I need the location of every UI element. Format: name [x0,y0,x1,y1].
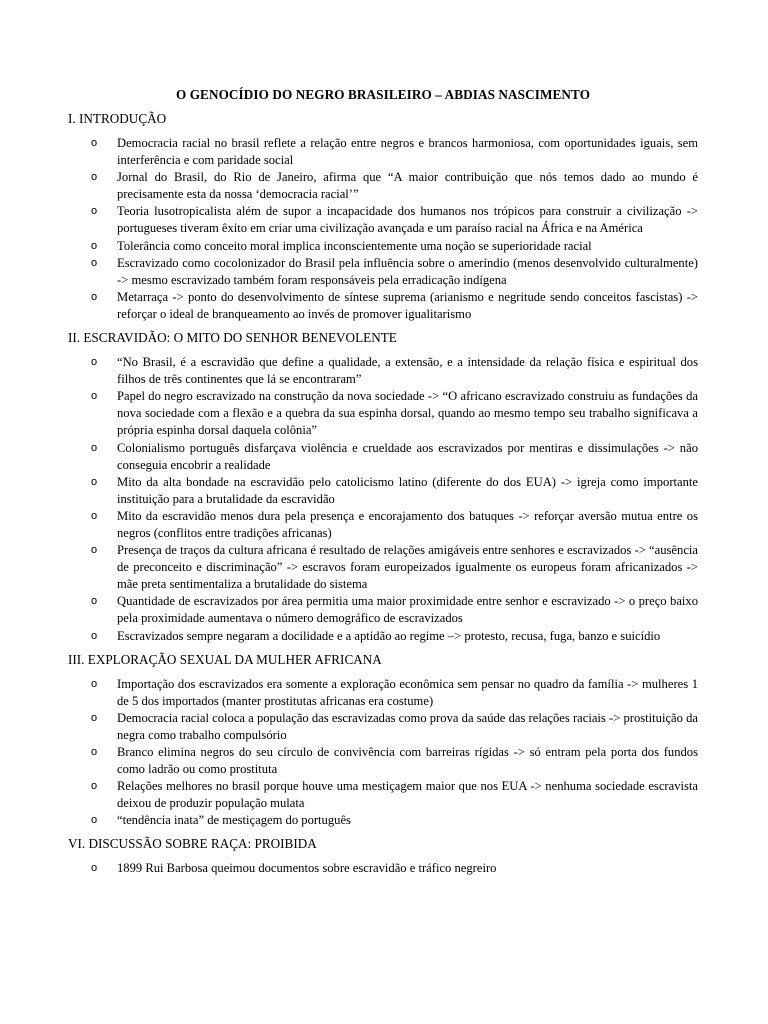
bullet-marker-icon: o [91,171,98,184]
list-item [68,778,698,812]
list-item [68,289,698,323]
bullet-list [68,354,698,645]
list-item [68,474,698,508]
list-item-text: Escravizado como cocolonizador do Brasil pela influência sobre o ameríndio (menos desenvolvido culturalmente) -> mesmo escravizado também foram responsáveis pela erradicação indígena [117,255,698,287]
list-item [68,135,698,169]
bullet-list [68,676,698,830]
list-item-text: Escravizados sempre negaram a docilidade e a aptidão ao regime –> protesto, recusa, fuga, banzo e suicídio [117,628,661,643]
bullet-marker-icon: o [91,629,98,642]
list-item-text: Relações melhores no brasil porque houve uma mestiçagem maior que nos EUA -> nenhuma sociedade escravista deixou de produzir população mulata [117,779,698,811]
bullet-marker-icon: o [91,711,98,724]
section-discussao-raca [68,835,698,877]
list-item-text: Importação dos escravizados era somente a exploração econômica sem pensar no quadro da família -> mulheres 1 de 5 dos importados (manter prostitutas africanas era costume) [117,676,698,708]
list-item [68,542,698,593]
bullet-marker-icon: o [91,780,98,793]
section-introducao [68,110,698,323]
bullet-marker-icon: o [91,239,98,252]
bullet-marker-icon: o [91,290,98,303]
section-heading: II. ESCRAVIDÃO: O MITO DO SENHOR BENEVOLENTE [68,330,397,346]
bullet-list [68,135,698,323]
list-item [68,440,698,474]
bullet-marker-icon: o [91,677,98,690]
bullet-marker-icon: o [91,544,98,557]
bullet-marker-icon: o [91,356,98,369]
list-item [68,710,698,744]
list-item [68,238,698,255]
bullet-marker-icon: o [91,205,98,218]
list-item-text: Tolerância como conceito moral implica inconscientemente uma noção se superioridade racial [117,238,592,253]
list-item [68,744,698,778]
list-item [68,676,698,710]
list-item [68,628,698,645]
list-item-text: Presença de traços da cultura africana é resultado de relações amigáveis entre senhores e escravizados -> “ausência de preconceito e discriminação” -> escravos foram europeizados igualmente os europeus foram africanizados -> mãe preta sentimentaliza a brutalidade do sistema [117,543,698,592]
list-item [68,593,698,627]
bullet-marker-icon: o [91,441,98,454]
bullet-list [68,860,698,877]
list-item [68,388,698,439]
list-item [68,255,698,289]
list-item-text: Democracia racial no brasil reflete a relação entre negros e brancos harmoniosa, com oportunidades iguais, sem interferência e com paridade social [117,136,698,168]
section-heading: III. EXPLORAÇÃO SEXUAL DA MULHER AFRICANA [68,651,382,667]
list-item-text: Branco elimina negros do seu círculo de convivência com barreiras rígidas -> só entram pela porta dos fundos como ladrão ou como prostituta [117,745,698,777]
list-item-text: Teoria lusotropicalista além de supor a incapacidade dos humanos nos trópicos para construir a civilização -> portugueses tiveram êxito em criar uma civilização avançada e um paraíso racial na África e na América [117,204,698,236]
list-item-text: Metarraça -> ponto do desenvolvimento de síntese suprema (arianismo e negritude sendo conceitos fascistas) -> reforçar o ideal de branqueamento ao invés de promover igualitarismo [117,289,698,321]
list-item [68,354,698,388]
bullet-marker-icon: o [91,814,98,827]
section-exploracao-sexual [68,651,698,830]
bullet-marker-icon: o [91,256,98,269]
bullet-marker-icon: o [91,595,98,608]
bullet-marker-icon: o [91,137,98,149]
list-item [68,860,698,877]
list-item-text: “No Brasil, é a escravidão que define a qualidade, a extensão, e a intensidade da relação física e espiritual dos filhos de três continentes que lá se encontraram” [117,355,698,387]
bullet-marker-icon: o [91,862,98,875]
bullet-marker-icon: o [91,475,98,488]
list-item [68,203,698,237]
list-item [68,812,698,829]
section-heading: I. INTRODUÇÃO [68,111,167,126]
list-item-text: Democracia racial coloca a população das escravizadas como prova da saúde das relações raciais -> prostituição da negra como trabalho compulsório [117,710,698,742]
bullet-marker-icon: o [91,509,98,522]
list-item-text: 1899 Rui Barbosa queimou documentos sobre escravidão e tráfico negreiro [117,861,497,876]
list-item-text: Mito da escravidão menos dura pela presença e encorajamento dos batuques -> reforçar aversão mutua entre os negros (conflitos entre tradições africanas) [117,508,698,540]
list-item-text: Quantidade de escravizados por área permitia uma maior proximidade entre senhor e escravizado -> o preço baixo pela proximidade aumentava o número demográfico de escravizados [117,594,698,626]
document-page [68,86,698,884]
list-item [68,508,698,542]
list-item-text: “tendência inata” de mestiçagem do português [117,813,351,828]
bullet-marker-icon: o [91,746,98,758]
list-item-text: Papel do negro escravizado na construção da nova sociedade -> “O africano escravizado construiu as fundações da nova sociedade com a flexão e a quebra da sua espinha dorsal, quando ao mesmo tempo seu trabalho significava a própria espinha dorsal daquela colônia” [117,389,698,438]
bullet-marker-icon: o [91,390,98,403]
section-escravidao [68,329,698,645]
list-item-text: Jornal do Brasil, do Rio de Janeiro, afirma que “A maior contribuição que nós temos dado ao mundo é precisamente esta da nossa ‘democracia racial’” [117,170,698,202]
list-item [68,169,698,203]
list-item-text: Mito da alta bondade na escravidão pelo catolicismo latino (diferente do dos EUA) -> igreja como importante instituição para a brutalidade da escravidão [117,474,698,506]
section-heading: VI. DISCUSSÃO SOBRE RAÇA: PROIBIDA [68,836,317,852]
document-title: O GENOCÍDIO DO NEGRO BRASILEIRO – ABDIAS NASCIMENTO [175,87,591,102]
list-item-text: Colonialismo português disfarçava violência e crueldade aos escravizados por mentiras e dissimulações -> não conseguia encobrir a realidade [117,440,698,472]
